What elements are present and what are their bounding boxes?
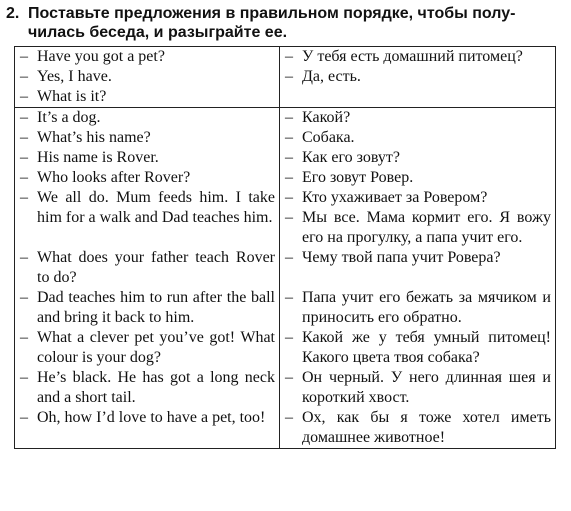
russian-phrase: Ох, как бы я тоже хотел иметь домашнее животное! — [302, 409, 551, 446]
english-phrase: Yes, I have. — [37, 68, 112, 85]
table-row — [15, 368, 556, 408]
russian-phrase: Собака. — [302, 129, 355, 146]
right-cell: – Чему твой папа учит Ровера? — [280, 248, 556, 288]
table-row — [15, 108, 556, 129]
left-cell: – He’s black. He has got a long neck and a short tail. — [15, 368, 280, 408]
russian-phrase: Он черный. У него длинная шея и короткий хвост. — [302, 369, 551, 406]
left-cell: – Have you got a pet? — [15, 47, 280, 68]
table-row — [15, 128, 556, 148]
table-row — [15, 188, 556, 248]
left-cell: – What a clever pet you’ve got! What colour is your dog? — [15, 328, 280, 368]
left-cell: – It’s a dog. — [15, 108, 280, 129]
english-phrase: What is it? — [37, 88, 107, 105]
english-phrase: We all do. Mum feeds him. I take him for a walk and Dad teaches him. — [37, 189, 275, 226]
left-cell: – Oh, how I’d love to have a pet, too! — [15, 408, 280, 449]
right-cell: – Кто ухаживает за Ровером? – Мы все. Мама кормит его. Я вожу его на прогулку, а папа учит его. — [280, 188, 556, 248]
right-cell: – Ох, как бы я тоже хотел иметь домашнее животное! — [280, 408, 556, 449]
russian-phrase: Кто ухаживает за Ровером? — [302, 189, 488, 206]
task-text-line2: чилась беседа, и разыграйте ее. — [28, 24, 288, 41]
dialogue-table — [14, 46, 556, 449]
right-cell: – Какой же у тебя умный питомец! Какого цвета твоя собака? — [280, 328, 556, 368]
table-row — [15, 328, 556, 368]
table-row — [15, 87, 556, 108]
task-heading — [6, 4, 566, 42]
left-cell: – What does your father teach Rover to do? — [15, 248, 280, 288]
left-cell: – We all do. Mum feeds him. I take him for a walk and Dad teaches him. — [15, 188, 280, 248]
english-phrase: Have you got a pet? — [37, 48, 165, 65]
russian-phrase: Чему твой папа учит Ровера? — [302, 249, 501, 266]
russian-phrase: Какой же у тебя умный питомец! Какого цвета твоя собака? — [302, 329, 551, 366]
task-number: 2. — [6, 5, 20, 22]
english-phrase: It’s a dog. — [37, 109, 101, 126]
english-phrase: He’s black. He has got a long neck and a short tail. — [37, 369, 275, 406]
russian-phrase: Да, есть. — [302, 68, 361, 85]
left-cell: – His name is Rover. — [15, 148, 280, 168]
table-row — [15, 168, 556, 188]
left-cell: – What’s his name? — [15, 128, 280, 148]
russian-phrase: Папа учит его бежать за мячиком и приносить его обратно. — [302, 289, 551, 326]
right-cell: – Собака. — [280, 128, 556, 148]
left-cell: – Yes, I have. — [15, 67, 280, 87]
russian-phrase: Какой? — [302, 109, 351, 126]
left-cell: – Dad teaches him to run after the ball and bring it back to him. — [15, 288, 280, 328]
right-cell: – Как его зовут? — [280, 148, 556, 168]
russian-phrase: У тебя есть домашний питомец? — [302, 48, 523, 65]
right-cell: – Папа учит его бежать за мячиком и приносить его обратно. — [280, 288, 556, 328]
table-row — [15, 67, 556, 87]
english-phrase: What’s his name? — [37, 129, 151, 146]
english-phrase: What a clever pet you’ve got! What colour is your dog? — [37, 329, 275, 366]
table-row — [15, 148, 556, 168]
right-cell: – Он черный. У него длинная шея и короткий хвост. — [280, 368, 556, 408]
table-row — [15, 248, 556, 288]
right-cell: – Да, есть. — [280, 67, 556, 87]
right-cell: – У тебя есть домашний питомец? — [280, 47, 556, 68]
task-text-line1: Поставьте предложения в правильном порядке, чтобы полу- — [28, 5, 516, 22]
russian-phrase: Его зовут Ровер. — [302, 169, 414, 186]
right-cell: – Какой? — [280, 108, 556, 129]
english-phrase: What does your father teach Rover to do? — [37, 249, 275, 286]
english-phrase: Dad teaches him to run after the ball and bring it back to him. — [37, 289, 275, 326]
english-phrase: Who looks after Rover? — [37, 169, 191, 186]
english-phrase: Oh, how I’d love to have a pet, too! — [37, 409, 266, 426]
table-row — [15, 408, 556, 449]
left-cell: – Who looks after Rover? — [15, 168, 280, 188]
table-row — [15, 47, 556, 68]
right-cell: – Его зовут Ровер. — [280, 168, 556, 188]
russian-phrase: Как его зовут? — [302, 149, 400, 166]
left-cell: – What is it? — [15, 87, 280, 108]
russian-phrase: Мы все. Мама кормит его. Я вожу его на прогулку, а папа учит его. — [302, 209, 551, 246]
english-phrase: His name is Rover. — [37, 149, 159, 166]
right-cell — [280, 87, 556, 108]
table-row — [15, 288, 556, 328]
